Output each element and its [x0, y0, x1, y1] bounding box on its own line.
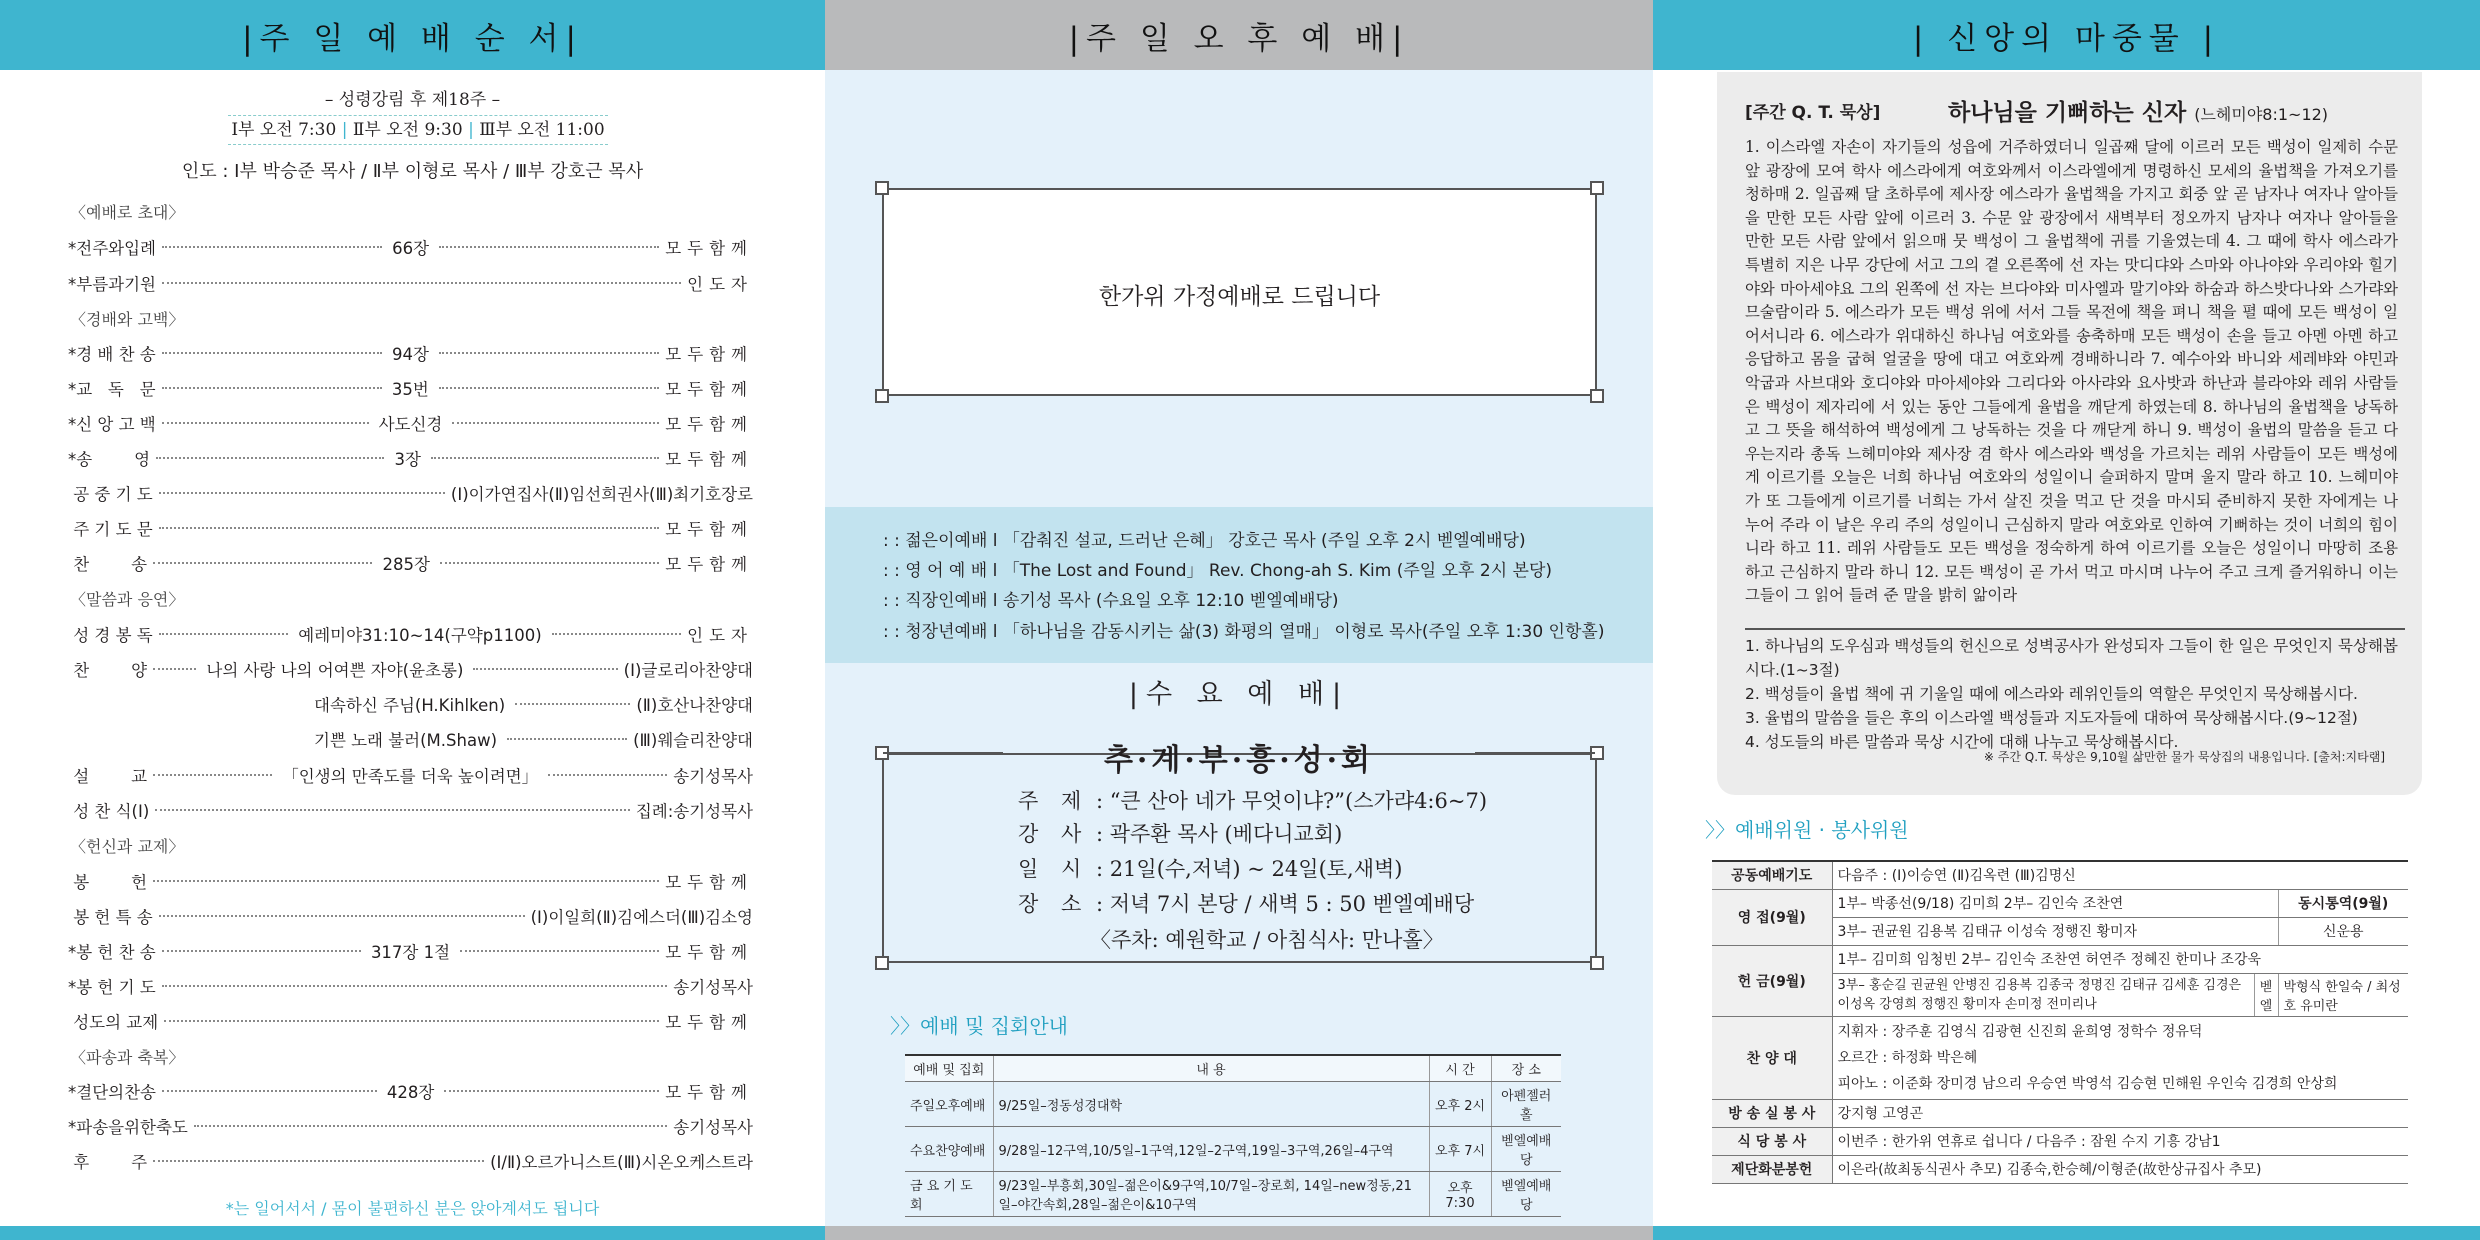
table-row: 3부– 홍순길 권균원 안병진 김용복 김종국 정명진 김태규 김세훈 김경은 이성옥 강영희 정행진 황미자 손미정 전미리나 벧엘 박형식 한일숙 / 최성호 유미란: [1712, 973, 2408, 1016]
table-row: 식 당 봉 사 이번주 : 한가위 연휴로 쉽니다 / 다음주 : 잠원 수지 기흥 강남1: [1712, 1127, 2408, 1155]
table-row: 수요찬양예배 9/28일–12구역,10/5일–1구역,12일–2구역,19일–3구역,26일–4구역 오후 7시 벧엘예배당: [905, 1127, 1561, 1172]
table-row: 주일오후예배 9/25일–정동성경대학 오후 2시 아펜젤러홀: [905, 1082, 1561, 1127]
section-label: 〈경배와 고백〉: [70, 310, 185, 329]
revival-row: 강 사 : 곽주환 목사 (베다니교회): [1018, 822, 1343, 846]
revival-row: 장 소 : 저녁 7시 본당 / 새벽 5 : 50 벧엘예배당: [1018, 892, 1475, 916]
holiday-notice-text: 한가위 가정예배로 드립니다: [1098, 284, 1381, 310]
qt-questions: 1. 하나님의 도우심과 백성들의 헌신으로 성벽공사가 완성되자 그들이 한 일은 무엇인지 묵상해봅시다.(1~3절) 2. 백성들이 율법 책에 귀 기울일 때에 에스라와 레위인들의 역할은 무엇인지 묵상해봅시다. 3. 율법의 말씀을 들은 후의 이스라엘 백성들과 지도자들에 대하여 묵상해봅시다.(9~12절) 4. 성도들의 바른 말씀과 묵상 시간에 대해 나누고 묵상해봅시다.: [1745, 628, 2405, 754]
order-row: *결단의찬송 428장 모두함께: [68, 1083, 753, 1102]
table-row: 찬 양 대 지휘자 : 장주훈 김영식 김광현 신진희 윤희영 정학수 정유덕 오르간 : 하정화 박은혜 피아노 : 이준화 장미경 남으리 우승연 박영석 김승현 민해원 우인숙 김경희 안상희: [1712, 1016, 2408, 1099]
order-row: *경 배 찬 송 94장 모두함께: [68, 345, 754, 364]
revival-title: 추·계·부·흥·성·회: [1103, 743, 1375, 778]
order-row: 후 주 (Ⅰ/Ⅱ)오르가니스트(Ⅲ)시온오케스트라: [68, 1153, 753, 1172]
qt-title: 하나님을 기뻐하는 신자 (느헤미야8:1~12): [1948, 100, 2329, 126]
order-row: *부름과기원 인도자: [68, 275, 753, 294]
order-row: *전주와입례 66장 모두함께: [68, 239, 753, 258]
revival-row: 주 제 : “큰 산아 네가 무엇이냐?”(스가랴4:6~7): [1018, 789, 1488, 813]
table-row: 제단화분봉헌 이은라(故최동식권사 추모) 김종숙,한승혜/이형준(故한상규집사 추모): [1712, 1155, 2408, 1183]
section-label: 〈파송과 축복〉: [70, 1048, 185, 1067]
time-3: Ⅲ부 오전 11:00: [479, 120, 605, 140]
order-row: *봉 헌 찬 송 317장 1절 모두함께: [68, 943, 754, 962]
order-row: *봉 헌 기 도 송기성목사: [68, 978, 753, 997]
faith-header: | 신앙의 마중물 |: [1653, 0, 2480, 70]
table-row: 3부– 권균원 김용복 김태규 이성숙 정행진 황미자 신운용: [1712, 917, 2408, 945]
table-row: 공동예배기도 다음주 : (Ⅰ)이승연 (Ⅱ)김옥련 (Ⅲ)김명신: [1712, 861, 2408, 889]
order-row: 기쁜 노래 불러(M.Shaw) (Ⅲ)웨슬리찬양대: [314, 731, 753, 750]
order-row: 성 찬 식(Ⅰ) 집례:송기성목사: [68, 802, 753, 821]
order-row: 공 중 기 도 (Ⅰ)이가연집사(Ⅱ)임선희권사(Ⅲ)최기호장로: [68, 485, 753, 504]
worship-order-panel: [0, 0, 825, 1240]
order-row: *송 영 3장 모두함께: [68, 450, 754, 469]
table-row: 방 송 실 봉 사 강지형 고영곤: [1712, 1099, 2408, 1127]
service-line: : : 영 어 예 배 l 「The Lost and Found」 Rev. Chong-ah S. Kim (주일 오후 2시 본당): [883, 561, 1552, 581]
section-label: 〈예배로 초대〉: [70, 203, 185, 222]
order-row: 봉 헌 모두함께: [68, 873, 753, 892]
service-line: : : 젊은이예배 l 「감춰진 설교, 드러난 은혜」 강호근 목사 (주일 오후 2시 벧엘예배당): [883, 531, 1526, 551]
service-line: : : 청장년예배 l 「하나님을 감동시키는 삶(3) 화평의 열매」 이형로 목사(주일 오후 1:30 인항홀): [883, 622, 1605, 642]
table-row: 금 요 기 도 회 9/23일–부흥회,30일–젊은이&9구역,10/7일–장로회, 14일–new정동,21일–야간속회,28일–젊은이&10구역 오후7:30 벧엘예배당: [905, 1172, 1561, 1217]
wednesday-service-header: |수 요 예 배|: [1128, 679, 1350, 710]
volunteers-table: [1712, 860, 2408, 1184]
time-1: Ⅰ부 오전 7:30: [231, 120, 337, 140]
worship-order-header: |주 일 예 배 순 서|: [0, 0, 825, 70]
guide-title: 〉〉예배 및 집회안내: [890, 1014, 1068, 1038]
revival-host: 〈주차: 예원학교 / 아침식사: 만나홀〉: [1090, 928, 1444, 952]
volunteers-title: 〉〉예배위원 · 봉사위원: [1705, 818, 1909, 842]
table-row: 헌 금(9월) 1부– 김미희 임청빈 2부– 김인숙 조찬연 허연주 정혜진 한미나 조강욱: [1712, 945, 2408, 973]
event-guide-table: [905, 1054, 1561, 1217]
order-row: 찬 송 285장 모두함께: [68, 555, 754, 574]
standing-footnote: *는 일어서서 / 몸이 불편하신 분은 앉아계셔도 됩니다: [225, 1199, 600, 1218]
order-row: 봉 헌 특 송 (Ⅰ)이일희(Ⅱ)김에스더(Ⅲ)김소영: [68, 908, 753, 927]
table-header-row: 예배 및 집회 내 용 시 간 장 소: [905, 1055, 1561, 1082]
afternoon-service-header: |주 일 오 후 예 배|: [825, 0, 1653, 70]
order-row: 성 경 봉 독 예레미야31:10~14(구약p1100) 인도자: [68, 626, 753, 645]
order-row: *신 앙 고 백 사도신경 모두함께: [68, 415, 753, 434]
section-label: 〈말씀과 응연〉: [70, 590, 185, 609]
order-row: 주 기 도 문 모두함께: [68, 520, 753, 539]
service-leaders: 인도 : Ⅰ부 박승준 목사 / Ⅱ부 이형로 목사 / Ⅲ부 강호근 목사: [181, 161, 644, 182]
order-row: *교 독 문 35번 모두함께: [68, 380, 753, 399]
season-label: – 성령강림 후 제18주 –: [324, 90, 501, 110]
order-row: 대속하신 주님(H.Kihlken) (Ⅱ)호산나찬양대: [314, 696, 753, 715]
qt-scripture: 1. 이스라엘 자손이 자기들의 성읍에 거주하였더니 일곱째 달에 이르러 모든 백성이 일제히 수문 앞 광장에 모여 학사 에스라에게 여호와께서 이스라엘에게 명령하신 모세의 율법책을 가져오기를 청하매 2. 일곱째 달 초하루에 제사장 에스라가 율법책을 가지고 회중 앞 곧 남자나 여자나 알아들을 만한 모든 사람 앞에 이르러 3. 수문 앞 광장에서 새벽부터 정오까지 남자나 여자나 알아들을 만한 모든 사람 앞에서 읽으매 뭇 백성이 그 율법책에 귀를 기울였는데 4. 그 때에 학사 에스라가 특별히 지은 나무 강단에 서고 그의 곁 오른쪽에 선 자는 맛디댜와 스마와 아나야와 우리야와 힐기야와 마아세야요 그의 왼쪽에 선 자는 브다야와 미사엘과 말기야와 하숨과 하스밧다나와 스가랴와 므술람이라 5. 에스라가 모든 백성 위에 서서 그들 목전에 책을 펴니 책을 펼 때에 모든 백성이 일어서니라 6. 에스라가 위대하신 하나님 여호와를 송축하매 모든 백성이 손을 들고 아멘 아멘 하고 응답하고 몸을 굽혀 얼굴을 땅에 대고 여호와께 경배하니라 7. 예수아와 바니와 세레뱌와 야민과 악굽과 사브대와 호디야와 마아세야와 그리다와 아사랴와 요사밧과 하난과 블라야와 레위 사람들은 백성이 제자리에 서 있는 동안 그들에게 율법을 깨닫게 하였는데 8. 하나님의 율법책을 낭독하고 그 뜻을 해석하여 백성에게 그 낭독하는 것을 다 깨닫게 하니 9. 백성이 율법의 말씀을 듣고 다 우는지라 총독 느헤미야와 제사장 겸 학사 에스라와 백성을 가르치는 레위 사람들이 모든 백성에게 이르기를 오늘은 너희 하나님 여호와의 성일이니 슬퍼하지 말며 울지 말라 하고 10. 느헤미야가 또 그들에게 이르기를 너희는 가서 살진 것을 먹고 단 것을 마시되 준비하지 못한 자에게는 나누어 주라 이 날은 우리 주의 성일이니 근심하지 말라 여호와로 인하여 기뻐하는 것이 너희의 힘이니라 하고 11. 레위 사람들도 모든 백성을 정숙하게 하여 이르기를 오늘은 성일이니 마땅히 조용하고 근심하지 말라 하니 12. 모든 백성이 곧 가서 먹고 마시며 나누어 주고 크게 즐거워하니 이는 그들이 그 읽어 들려 준 말을 밝히 앎이라: [1745, 138, 2398, 605]
revival-row: 일 시 : 21일(수,저녁) ~ 24일(토,새벽): [1018, 857, 1403, 881]
order-row: *파송을위한축도 송기성목사: [68, 1118, 753, 1137]
order-row: 설 교 「인생의 만족도를 더욱 높이려면」 송기성목사: [68, 767, 753, 786]
bottom-bar: [825, 1226, 1653, 1240]
qt-note: ※ 주간 Q.T. 묵상은 9,10월 삶만한 물가 묵상집의 내용입니다. [출처:지타램]: [1983, 750, 2385, 764]
section-label: 〈헌신과 교제〉: [70, 837, 185, 856]
table-row: 영 접(9월) 1부– 박종선(9/18) 김미희 2부– 김인숙 조찬연 동시통역(9월): [1712, 889, 2408, 917]
qt-label: [주간 Q. T. 묵상]: [1745, 103, 1881, 123]
service-times: Ⅰ부 오전 7:30 | Ⅱ부 오전 9:30 | Ⅲ부 오전 11:00: [228, 115, 608, 145]
service-line: : : 직장인예배 l 송기성 목사 (수요일 오후 12:10 벧엘예배당): [883, 591, 1339, 611]
bottom-bar: [0, 1226, 825, 1240]
order-row: 성도의 교제 모두함께: [68, 1013, 753, 1032]
time-2: Ⅱ부 오전 9:30: [352, 120, 463, 140]
bottom-bar: [1653, 1226, 2480, 1240]
order-row: 찬 양 나의 사랑 나의 어여쁜 자야(윤초롱) (Ⅰ)글로리아찬양대: [68, 661, 753, 680]
holiday-notice-box: [882, 188, 1597, 396]
